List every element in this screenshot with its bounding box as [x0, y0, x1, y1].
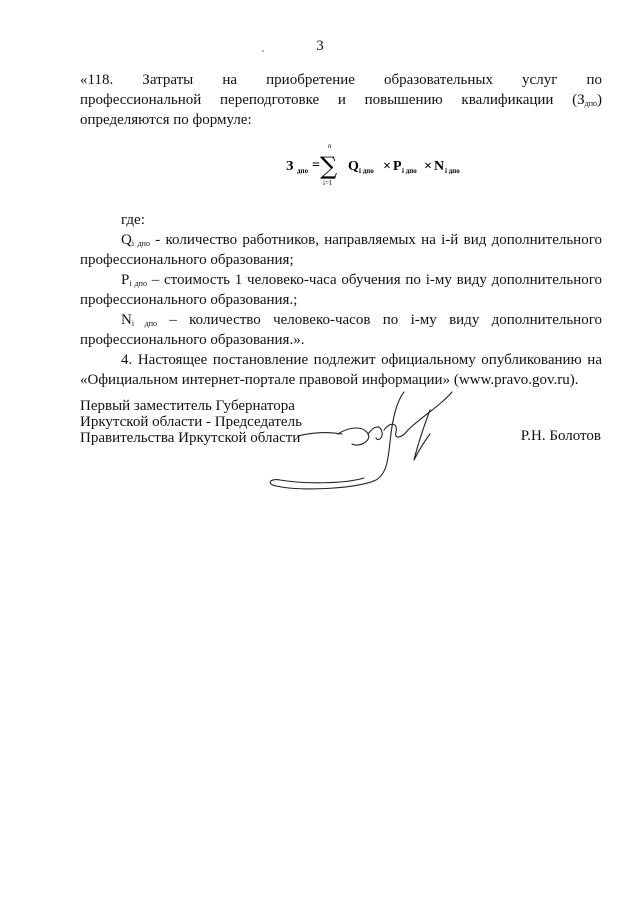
formula-p: P [393, 159, 402, 174]
formula-times-1: × [383, 159, 391, 174]
def-q-sub: i дпо [131, 239, 150, 248]
def-n-text: – количество человеко-часов по i-му виду дополнительного [157, 312, 602, 328]
def-q-text: - количество работников, направляемых на i-й вид дополнительного [149, 232, 602, 248]
def-q-line2: профессионального образования; [80, 252, 294, 268]
signatory-line-2: Иркутской области - Председатель [80, 414, 302, 430]
signatory-name: Р.Н. Болотов [520, 428, 601, 444]
para4-line1 [80, 350, 602, 370]
para118-line2-sub: дпо [584, 99, 597, 108]
summation-sign: ∑ [320, 152, 338, 180]
def-n-line2: профессионального образования.». [80, 332, 305, 348]
para118-line2 [80, 90, 602, 112]
scan-speck [262, 50, 264, 52]
cost-formula [286, 140, 516, 190]
para118-line1-text: «118. Затраты на приобретение образовательных услуг по [80, 72, 602, 88]
formula-n-sub: i дпо [445, 167, 460, 175]
para4-line1-text: 4. Настоящее постановление подлежит официальному опубликованию на [121, 352, 602, 368]
formula-q: Q [348, 159, 359, 174]
def-n-line1 [80, 310, 602, 332]
def-p-line2: профессионального образования.; [80, 292, 298, 308]
def-p-text: – стоимость 1 человеко-часа обучения по i-му виду дополнительного [146, 272, 602, 288]
sum-lower-limit: i=1 [323, 179, 333, 187]
def-p-symbol: P [121, 272, 130, 288]
def-n-sub: i дпо [131, 319, 157, 328]
def-n-symbol: N [121, 312, 132, 328]
formula-lhs: З [286, 159, 294, 174]
signatory-line-1: Первый заместитель Губернатора [80, 398, 295, 414]
where-label: где: [121, 212, 145, 228]
def-p-line1 [80, 270, 602, 292]
para4-line2: «Официальном интернет-портале правовой информации» (www.pravo.gov.ru). [80, 372, 579, 388]
formula-equals: = [312, 158, 320, 173]
def-q-symbol: Q [121, 232, 132, 248]
def-p-sub: i дпо [129, 279, 147, 288]
para118-line1 [80, 70, 602, 90]
page-number: 3 [316, 38, 324, 54]
formula-q-sub: i дпо [359, 167, 374, 175]
formula-p-sub: i дпо [402, 167, 417, 175]
para118-line2-text: профессиональной переподготовке и повышению квалификации (З [80, 92, 585, 108]
sum-upper-limit: n [328, 142, 332, 150]
formula-n: N [434, 159, 445, 174]
def-q-line1 [80, 230, 602, 252]
para118-line2-end: ) [597, 92, 602, 108]
formula-lhs-sub: дпо [297, 167, 309, 175]
para118-line3: определяются по формуле: [80, 112, 252, 128]
formula-times-2: × [424, 159, 432, 174]
signatory-line-3: Правительства Иркутской области [80, 430, 301, 446]
handwritten-signature [264, 382, 474, 500]
